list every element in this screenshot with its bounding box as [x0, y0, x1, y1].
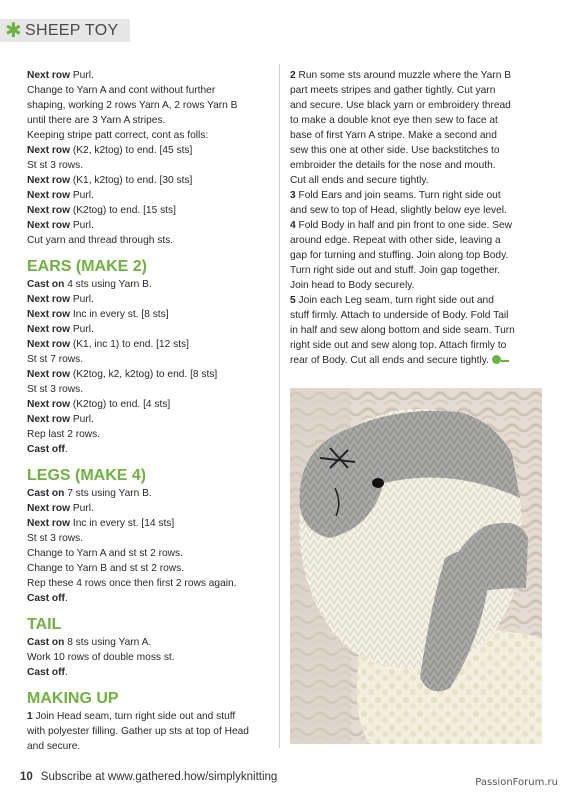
instruction-line [27, 531, 273, 546]
instruction-line [27, 650, 273, 665]
instruction-keyword: Next row [27, 369, 71, 380]
instruction-text: Join head to Body securely. [290, 280, 415, 291]
instruction-text: 4 sts using Yarn B. [64, 279, 152, 290]
instruction-text: stuff firmly. Attach to underside of Body. Fold Tail [290, 310, 509, 321]
instruction-line [27, 546, 273, 561]
instruction-line [290, 98, 542, 113]
instruction-line [27, 158, 273, 173]
instruction-keyword: 3 [290, 190, 296, 201]
instruction-text: and secure. [27, 741, 81, 752]
instruction-line [27, 188, 273, 203]
right-column [290, 68, 542, 368]
end-of-article-icon [492, 355, 501, 364]
instruction-keyword: 2 [290, 70, 296, 81]
instruction-keyword: Next row [27, 220, 71, 231]
instruction-text: St st 3 rows. [27, 160, 84, 171]
watermark: PassionForum.ru [475, 777, 558, 788]
instruction-text: (K2, k2tog) to end. [45 sts] [70, 145, 193, 156]
instruction-keyword: Next row [27, 294, 71, 305]
instruction-text: . [64, 444, 68, 455]
instruction-keyword: Cast off [27, 444, 65, 455]
instruction-line [290, 218, 542, 233]
instruction-line [290, 263, 542, 278]
instruction-text: St st 3 rows. [27, 384, 84, 395]
instruction-text: Rep last 2 rows. [27, 429, 101, 440]
instruction-text: Purl. [70, 294, 94, 305]
instruction-line [27, 173, 273, 188]
instruction-keyword: Next row [27, 190, 71, 201]
instruction-line [290, 188, 542, 203]
instruction-text: Purl. [70, 324, 94, 335]
section-heading: LEGS (MAKE 4) [27, 467, 147, 484]
instruction-keyword: 5 [290, 295, 296, 306]
instruction-line [27, 412, 273, 427]
instruction-text: Inc in every st. [8 sts] [70, 309, 169, 320]
section-title: SHEEP TOY [25, 22, 119, 39]
instruction-text: around edge. Repeat with other side, leaving a [290, 235, 501, 246]
instruction-text: Work 10 rows of double moss st. [27, 652, 175, 663]
instruction-text: Purl. [70, 190, 94, 201]
instruction-text: Turn right side out and stuff. Join gap together. [290, 265, 501, 276]
instruction-line [290, 83, 542, 98]
instruction-line [27, 576, 273, 591]
page-footer [20, 771, 277, 783]
instruction-line [27, 83, 273, 98]
instruction-text: Fold Ears and join seams. Turn right side out [295, 190, 501, 201]
instruction-text: Inc in every st. [14 sts] [70, 518, 175, 529]
instruction-text: St st 7 rows. [27, 354, 84, 365]
asterisk-icon: ✱ [5, 18, 22, 42]
instruction-line [27, 382, 273, 397]
instruction-line [290, 173, 542, 188]
instruction-keyword: Cast on [27, 279, 65, 290]
instruction-line [27, 352, 273, 367]
instruction-line [27, 307, 273, 322]
instruction-line [27, 203, 273, 218]
instruction-keyword: 1 [27, 711, 33, 722]
instruction-line [27, 427, 273, 442]
sheep-toy-photo [290, 388, 542, 744]
instruction-keyword: Next row [27, 70, 71, 81]
instruction-text: Run some sts around muzzle where the Yarn B [295, 70, 512, 81]
instruction-text: Join Head seam, turn right side out and stuff [32, 711, 236, 722]
instruction-keyword: Cast on [27, 488, 65, 499]
instruction-line [290, 308, 542, 323]
instruction-keyword: Next row [27, 399, 71, 410]
instruction-text: (K1, inc 1) to end. [12 sts] [70, 339, 189, 350]
instruction-text: until there are 3 Yarn A stripes. [27, 115, 166, 126]
instruction-line [27, 516, 273, 531]
instruction-text: Change to Yarn A and cont without further [27, 85, 216, 96]
instruction-keyword: Next row [27, 518, 71, 529]
instruction-line [27, 591, 273, 606]
instruction-line [27, 561, 273, 576]
instruction-keyword: Next row [27, 414, 71, 425]
instruction-text: Join each Leg seam, turn right side out and [295, 295, 494, 306]
instruction-text: with polyester filling. Gather up sts at top of Head [27, 726, 249, 737]
instruction-text: Cut yarn and thread through sts. [27, 235, 174, 246]
instruction-line [27, 218, 273, 233]
instruction-text: Cut all ends and secure tightly. [290, 175, 429, 186]
instruction-text: Purl. [70, 503, 94, 514]
instruction-keyword: Next row [27, 503, 71, 514]
instruction-text: and sew to top of Head, slightly below eye level. [290, 205, 507, 216]
instruction-keyword: Cast on [27, 637, 65, 648]
instruction-line [290, 158, 542, 173]
instruction-line [27, 709, 273, 724]
instruction-line [290, 293, 542, 308]
instruction-text: shaping, working 2 rows Yarn A, 2 rows Yarn B [27, 100, 238, 111]
instruction-line [27, 98, 273, 113]
instruction-line [290, 278, 542, 293]
instruction-keyword: Cast off [27, 667, 65, 678]
instruction-line [27, 292, 273, 307]
instruction-text: part meets stripes and gather tightly. Cut yarn [290, 85, 496, 96]
instruction-text: . [64, 667, 68, 678]
instruction-line [290, 128, 542, 143]
instruction-text: Purl. [70, 414, 94, 425]
instruction-text: (K2tog) to end. [15 sts] [70, 205, 176, 216]
instruction-line [27, 724, 273, 739]
instruction-line [27, 337, 273, 352]
instruction-line [27, 277, 273, 292]
instruction-line [290, 353, 542, 368]
instruction-line [27, 501, 273, 516]
instruction-text: Change to Yarn A and st st 2 rows. [27, 548, 183, 559]
column-divider [279, 64, 280, 748]
instruction-line [290, 113, 542, 128]
instruction-text: right side out and sew along top. Attach firmly to [290, 340, 507, 351]
instruction-keyword: Next row [27, 205, 71, 216]
section-heading: MAKING UP [27, 690, 119, 707]
instruction-text: Purl. [70, 70, 94, 81]
instruction-line [290, 68, 542, 83]
instruction-line [290, 323, 542, 338]
instruction-line [27, 442, 273, 457]
instruction-text: to make a double knot eye then sew to face at [290, 115, 498, 126]
instruction-line [290, 248, 542, 263]
instruction-line [27, 635, 273, 650]
instruction-keyword: Next row [27, 309, 71, 320]
instruction-text: 8 sts using Yarn A. [64, 637, 152, 648]
instruction-line [27, 233, 273, 248]
instruction-line [290, 338, 542, 353]
instruction-line [27, 739, 273, 754]
instruction-keyword: Next row [27, 175, 71, 186]
instruction-line [27, 128, 273, 143]
instruction-line [27, 68, 273, 83]
instruction-line [290, 233, 542, 248]
instruction-keyword: 4 [290, 220, 296, 231]
instruction-text: base of first Yarn A stripe. Make a second and [290, 130, 497, 141]
instruction-text: rear of Body. Cut all ends and secure tightly. [290, 355, 489, 366]
instruction-keyword: Cast off [27, 593, 65, 604]
instruction-line [27, 143, 273, 158]
instruction-text: gap for turning and stuffing. Join along top Body. [290, 250, 509, 261]
instruction-line [27, 367, 273, 382]
section-heading: TAIL [27, 616, 62, 633]
left-column [27, 68, 273, 754]
instruction-line [27, 397, 273, 412]
instruction-line [27, 665, 273, 680]
instruction-text: Fold Body in half and pin front to one side. Sew [295, 220, 513, 231]
instruction-keyword: Next row [27, 324, 71, 335]
instruction-text: Purl. [70, 220, 94, 231]
instruction-text: St st 3 rows. [27, 533, 84, 544]
instruction-line [290, 203, 542, 218]
instruction-text: . [64, 593, 68, 604]
instruction-line [27, 486, 273, 501]
instruction-line [290, 143, 542, 158]
instruction-text: and secure. Use black yarn or embroidery thread [290, 100, 511, 111]
instruction-keyword: Next row [27, 339, 71, 350]
end-mark-tail [501, 360, 509, 362]
instruction-text: (K2tog) to end. [4 sts] [70, 399, 171, 410]
subscribe-link[interactable]: Subscribe at www.gathered.how/simplyknitting [40, 771, 278, 783]
instruction-text: sew this one at other side. Use backstitches to [290, 145, 500, 156]
instruction-text: embroider the details for the nose and mouth. [290, 160, 496, 171]
instruction-line [27, 322, 273, 337]
instruction-text: 7 sts using Yarn B. [64, 488, 152, 499]
instruction-text: (K2tog, k2, k2tog) to end. [8 sts] [70, 369, 218, 380]
instruction-keyword: Next row [27, 145, 71, 156]
instruction-text: Rep these 4 rows once then first 2 rows again. [27, 578, 237, 589]
instruction-text: in half and sew along bottom and side seam. Turn [290, 325, 515, 336]
instruction-text: Keeping stripe patt correct, cont as folls: [27, 130, 209, 141]
page-number: 10 [20, 771, 33, 783]
instruction-text: Change to Yarn B and st st 2 rows. [27, 563, 185, 574]
instruction-text: (K1, k2tog) to end. [30 sts] [70, 175, 193, 186]
instruction-line [27, 113, 273, 128]
section-heading: EARS (MAKE 2) [27, 258, 148, 275]
